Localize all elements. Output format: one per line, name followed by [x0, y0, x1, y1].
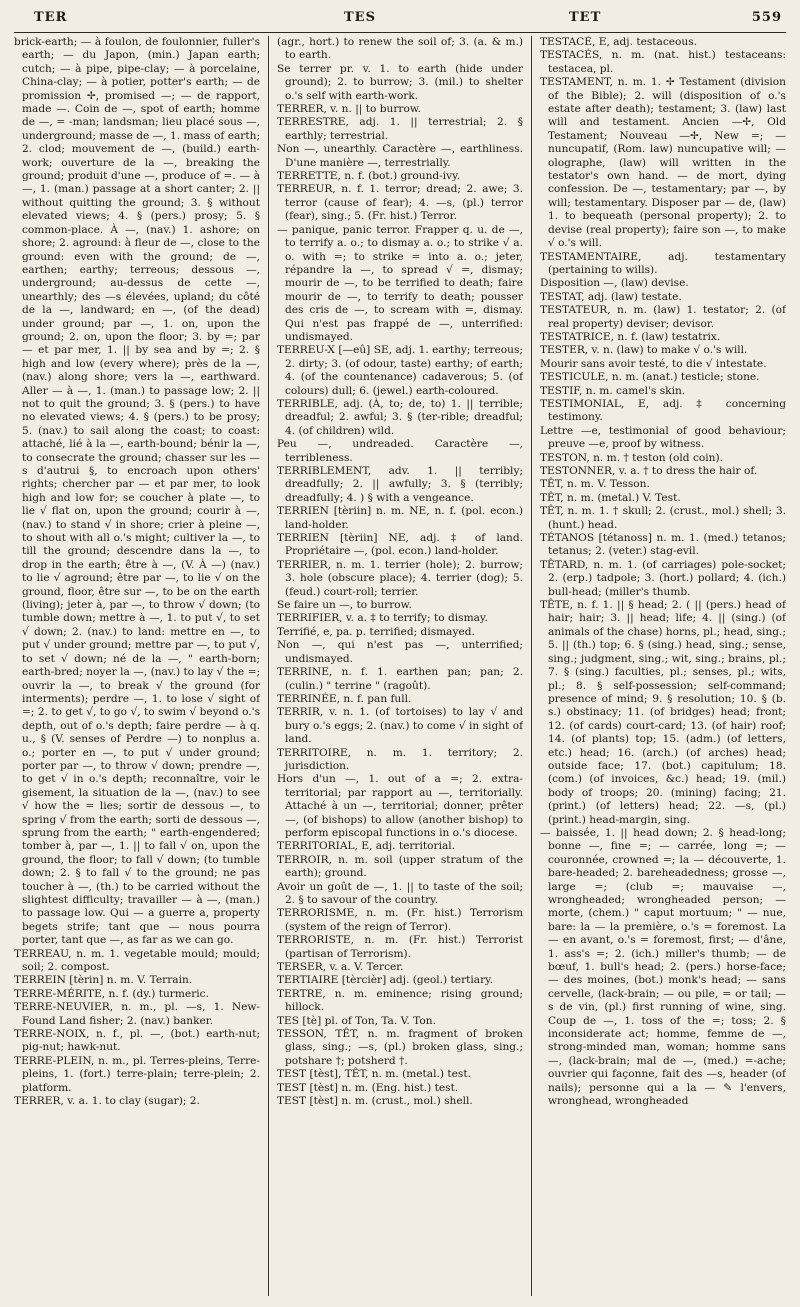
dictionary-entry: Peu —, undreaded. Caractère —, terribleness. [276, 438, 523, 464]
dictionary-entry: TERRE-NOIX, n. f., pl. —, (bot.) earth-nut; pig-nut; hawk-nut. [14, 1028, 261, 1054]
column-1 [14, 36, 260, 1296]
dictionary-entry: TERRIBLEMENT, adv. 1. || terribly; dreadfully; 2. || awfully; 3. § (terribly; dreadfully; 4. ) § with a vengeance. [276, 465, 523, 504]
dictionary-entry: TERRETTE, n. f. (bot.) ground-ivy. [276, 170, 461, 183]
dictionary-entry: TESTAMENTAIRE, adj. testamentary (pertaining to wills). [539, 250, 786, 276]
dictionary-entry: TERRIBLE, adj. (À, to; de, to) 1. || terrible; dreadful; 2. awful; 3. § (ter-rible; dreadful; 4. (of children) wild. [276, 397, 523, 437]
dictionary-entry: TERRIER, n. m. 1. terrier (hole); 2. burrow; 3. hole (obscure place); 4. terrier (dog); 5. (feud.) court-roll; terrier. [276, 558, 523, 598]
dictionary-entry: TESTICULE, n. m. (anat.) testicle; stone. [539, 371, 760, 384]
dictionary-entry: TERRIEN [tèriin] NE, adj. ‡ of land. Propriétaire —, (pol. econ.) land-holder. [276, 532, 523, 558]
dictionary-entry: TESTATRICE, n. f. (law) testatrix. [539, 330, 721, 343]
dictionary-entry: TESTACÉS, n. m. (nat. hist.) testaceans: testacea, pl. [539, 49, 786, 75]
dictionary-entry: TERRIR, v. n. 1. (of tortoises) to lay √ and bury o.'s eggs; 2. (nav.) to come √ in sight of land. [276, 706, 523, 746]
column-divider [531, 36, 532, 1296]
dictionary-entry: TESTAMENT, n. m. 1. ✢ Testament (division of the Bible); 2. will (disposition of o.'s estate after death); testament; 3. (law) last will and testament. Ancien —✢, Old Testament; Nouveau —✢, New =; — nuncupatif, (Rom. law) nuncupative will; — olographe, (law) will written in the testator's own hand. — de mort, dying confession. De —, testamentary; par —, by will; testamentary. Disposer par — de, (law) 1. to bequeath (personal property); 2. to devise (real property); faire son —, to make √ o.'s will. [539, 76, 786, 250]
dictionary-entry: TESTAT, adj. (law) testate. [539, 290, 682, 303]
dictionary-entry: TERSER, v. a. V. Tercer. [276, 961, 404, 974]
dictionary-entry: Lettre —e, testimonial of good behaviour; preuve —e, proof by witness. [539, 424, 786, 451]
dictionary-entry: TERTRE, n. m. eminence; rising ground; hillock. [276, 987, 523, 1014]
dictionary-entry: Terrifié, e, pa. p. terrified; dismayed. [276, 625, 475, 638]
dictionary-entry: TEST [tèst], TÊT, n. m. (metal.) test. [276, 1068, 471, 1081]
dictionary-columns [14, 36, 786, 1296]
column-3 [540, 36, 786, 1296]
header-left-word: TER [34, 10, 68, 25]
dictionary-entry: TERREUR, n. f. 1. terror; dread; 2. awe; 3. terror (cause of fear); 4. —s, (pl.) terror (fear), sing.; 5. (Fr. hist.) Terror. [276, 183, 523, 223]
dictionary-entry: (agr., hort.) to renew the soil of; 3. (a. & m.) to earth. [276, 36, 523, 62]
dictionary-entry: Disposition —, (law) devise. [539, 277, 689, 290]
dictionary-entry: TERRER, v. a. 1. to clay (sugar); 2. [14, 1095, 200, 1108]
dictionary-entry: TESTON, n. m. † teston (old coin). [539, 451, 723, 464]
dictionary-entry: — panique, panic terror. Frapper q. u. de —, to terrify a. o.; to dismay a. o.; to strike √ a. o. with =; to strike = into a. o.; jeter, répandre la —, to spread √ =, dismay; mourir de —, to be terrified to death; faire mourir de —, to terrify to death; pousser des cris de —, to scream with =, dismay. Qui n'est pas frappé de —, unterrified: undismayed. [276, 223, 523, 343]
dictionary-entry: TERTIAIRE [tèrcièr] adj. (geol.) tertiary. [276, 974, 494, 987]
dictionary-entry: TÊT, n. m. V. Tesson. [539, 478, 650, 491]
dictionary-entry: TERRER, v. n. || to burrow. [276, 103, 421, 116]
dictionary-entry: TERRIFIER, v. a. ‡ to terrify; to dismay. [276, 612, 488, 625]
dictionary-entry: TERRE-NEUVIER, n. m., pl. —s, 1. New-Found Land fisher; 2. (nav.) banker. [14, 1001, 261, 1027]
dictionary-entry: TÊT, n. m. 1. † skull; 2. (crust., mol.) shell; 3. (hunt.) head. [539, 505, 786, 531]
dictionary-entry: TERRORISTE, n. m. (Fr. hist.) Terrorist (partisan of Terrorism). [276, 934, 523, 960]
dictionary-entry: TESTACÉ, E, adj. testaceous. [539, 36, 698, 48]
dictionary-entry: TERREIN [tèrin] n. m. V. Terrain. [14, 974, 193, 987]
running-header [14, 6, 786, 33]
header-right-word: TET [569, 10, 602, 25]
dictionary-entry: TERRORISME, n. m. (Fr. hist.) Terrorism (system of the reign of Terror). [276, 907, 523, 933]
dictionary-entry: TESTIF, n. m. camel's skin. [539, 384, 686, 397]
dictionary-entry: TERRITOIRE, n. m. 1. territory; 2. jurisdiction. [276, 746, 523, 772]
dictionary-entry: TESTER, v. n. (law) to make √ o.'s will. [539, 344, 748, 357]
dictionary-entry: TESTONNER, v. a. † to dress the hair of. [539, 465, 758, 477]
dictionary-entry: TERROIR, n. m. soil (upper stratum of the earth); ground. [276, 853, 523, 880]
dictionary-entry: TÊTE, n. f. 1. || § head; 2. ( || (pers.) head of hair; hair; 3. || head; life; 4. || (sing.) (of animals of the chase) horns, pl.; head, sing.; 5. || (th.) top; 6. § (sing.) head, sing.; sense, sing.; judgment, sing.; wit, sing.; brains, pl.; 7. § (sing.) faculties, pl.; senses, pl.; wits, pl.; 8. § self-possession; self-command; presence of mind; 9. § resolution; 10. § (b. s.) obstinacy; 11. (of bridges) head; front; 12. (of cards) court-card; 13. (of hair) roof; 14. (of plants) top; 15. (adm.) (of letters, etc.) head; 16. (arch.) (of arches) head; outside face; 17. (bot.) capitulum; 18. (com.) (of invoices, &c.) head; 19. (mil.) body of troops; 20. (mining) facing; 21. (print.) (of letters) head; 22. —s, (pl.) (print.) head-margin, sing. [539, 599, 786, 826]
page-number: 559 [751, 10, 782, 25]
dictionary-entry: Non —, unearthly. Caractère —, earthliness. D'une manière —, terrestrially. [276, 143, 523, 169]
dictionary-entry: Se faire un —, to burrow. [276, 599, 412, 612]
dictionary-entry: TERRITORIAL, E, adj. territorial. [276, 840, 456, 853]
dictionary-entry: — baissée, 1. || head down; 2. § head-long; bonne —, fine =; — carrée, long =; — couronnée, crowned =; la — découverte, 1. bare-headed; 2. bareheadedness; grosse —, large =; (club =; mauvaise —, wrongheaded; wrongheaded person; — morte, (chem.) " caput mortuum; " — nue, bare: la — la première, o.'s = foremost. La — en avant, o.'s = foremost, first; — d'âne, 1. ass's =; 2. (ich.) miller's thumb; — de bœuf, 1. bull's head; 2. (pers.) horse-face; — des moines, (bot.) monk's head; — sans cervelle, (lack-brain; — ou pile, = or tail; —s de vin, (pl.) first running of wine, sing. Coup de —, 1. toss of the =; toss; 2. § inconsiderate act; homme, femme de —, strong-minded man, woman; homme sans —, (lack-brain; mal de —, (med.) =-ache; ouvrier qui façonne, fait des —s, header (of nails); personne qui a la — ✎ l'envers, wronghead, wrongheaded [539, 826, 786, 1108]
dictionary-entry: TES [tè] pl. of Ton, Ta. V. Ton. [276, 1014, 436, 1027]
dictionary-entry: TERRINÉE, n. f. pan full. [276, 692, 412, 705]
dictionary-entry: TEST [tèst] n. m. (Eng. hist.) test. [276, 1081, 459, 1094]
dictionary-entry: Mourir sans avoir testé, to die √ intestate. [539, 357, 767, 370]
dictionary-entry: TERRE-PLEIN, n. m., pl. Terres-pleins, Terre-pleins, 1. (fort.) terre-plain; terre-plein; 2. platform. [14, 1054, 261, 1094]
dictionary-entry: TESTATEUR, n. m. (law) 1. testator; 2. (of real property) deviser; devisor. [539, 304, 786, 330]
dictionary-entry: TESSON, TÊT, n. m. fragment of broken glass, sing.; —s, (pl.) broken glass, sing.; potshare †; potsherd †. [276, 1028, 523, 1067]
column-divider [268, 36, 269, 1296]
dictionary-entry: TÊTARD, n. m. 1. (of carriages) pole-socket; 2. (erp.) tadpole; 3. (hort.) pollard; 4. (ich.) bull-head; (miller's thumb. [539, 558, 786, 598]
dictionary-entry: TERREU-X [—eû] SE, adj. 1. earthy; terreous; 2. dirty; 3. (of odour, taste) earthy; of earth; 4. (of the countenance) cadaverous; 5. (of colours) dull; 6. (jewel.) earth-coloured. [276, 344, 523, 397]
dictionary-entry: TERRINE, n. f. 1. earthen pan; pan; 2. (culin.) " terrine " (ragoût). [276, 666, 523, 692]
header-middle-word: TES [344, 10, 376, 25]
dictionary-entry: Hors d'un —, 1. out of a =; 2. extra-territorial; par rapport au —, territorially. Attaché à un —, territorial; donner, prêter —, (of bishops) to allow (another bishop) to perform episcopal functions in o.'s diocese. [276, 773, 523, 839]
dictionary-entry: TEST [tèst] n. m. (crust., mol.) shell. [276, 1095, 473, 1108]
dictionary-entry: TERRE-MÉRITE, n. f. (dy.) turmeric. [14, 987, 209, 1000]
dictionary-entry: TESTIMONIAL, E, adj. ‡ concerning testimony. [539, 397, 786, 424]
dictionary-entry: Se terrer pr. v. 1. to earth (hide under ground); 2. to burrow; 3. (mil.) to shelter o.'s self with earth-work. [276, 62, 523, 102]
column-2 [277, 36, 523, 1296]
dictionary-entry: Non —, qui n'est pas —, unterrified; undismayed. [276, 639, 523, 665]
dictionary-entry: TÊT, n. m. (metal.) V. Test. [539, 491, 681, 504]
dictionary-page [14, 6, 786, 1298]
dictionary-entry: brick-earth; — à foulon, de foulonnier, fuller's earth; — du Japon, (min.) Japan earth; cutch; — à pipe, pipe-clay; — à porcelaine, China-clay; — à potier, potter's earth; — de promission ✢, promised —; — de rapport, made —. Coin de —, spot of earth; homme de —, = -man; landsman; lieu placé sous —, underground; masse de —, 1. mass of earth; 2. clod; mouvement de —, (build.) earth-work; ouverture de la —, breaking the ground; produit d'une —, produce of =. — à —, 1. (man.) passage at a short canter; 2. || without quitting the ground; 3. § without elevated views; 4. § (pers.) prosy; 5. § common-place. À —, (nav.) 1. ashore; on shore; 2. aground: à fleur de —, close to the ground: even with the ground; de —, earthen; earthy; terreous; dessous —, underground; au-dessus de cette —, unearthly; des —s élevées, upland; du côté de la —, landward; en —, (of the dead) under ground; par —, 1. on, upon the ground; 2. on, upon the floor; 3. by =; par — et par mer, 1. || by sea and by =; 2. § high and low (every where); près de la —, (nav.) along shore; vers la —, earthward. Aller — à —, 1. (man.) to passage low; 2. || not to quit the ground; 3. § (pers.) to have no elevated views; 4. § (pers.) to be prosy; 5. (nav.) to sail along the coast; to coast: attaché, lié à la —, earth-bound; bénir la —, to consecrate the ground; chasser sur les —s d'autrui §, to encroach upon others' rights; chercher par — et par mer, to look high and low for; se coucher à plate —, to lie √ flat on, upon the ground; courir à —, (nav.) to stand √ in shore; crier à pleine —, to shout with all o.'s might; cultiver la —, to till the ground; descendre dans la —, to drop in the earth; être à —, (V. À —) (nav.) to lie √ aground; être par —, to lie √ on the ground, floor, être sur —, to be on the earth (living); jeter à, par —, to throw √ down; (to tumble down; mettre à —, 1. to put √, to set √ down; 2. (nav.) to land: mettre en —, to put √ under ground; mettre par —, to put √, to set √ down; né de la —, " earth-born; earth-bred; noyer la —, (nav.) to lay √ the =; ouvrir la —, to break √ the ground (for interments); perdre —, 1. to lose √ sight of =; 2. to get √, to go √, to swim √ beyond o.'s depth, out of o.'s depth; faire perdre — à q. u., § (V. senses of Perdre —) to nonplus a. o.; porter en —, to put √ under ground; porter par —, to throw √ down; prendre —, to get √ in o.'s depth; reconnaître, voir le gisement, la situation de la —, (nav.) to see √ how the = lies; sortir de dessous —, to spring √ from the earth; sorti de dessous —, sprung from the earth; " earth-engendered; tomber à, par —, 1. || to fall √ on, upon the ground, the floor; to fall √ down; (to tumble down; 2. § to fall √ to the ground; ne pas toucher à —, (th.) to be carried without the slightest difficulty; travailler — à —, (man.) to passage low. Qui — a guerre a, property begets strife; tant que — nous pourra porter, tant que —, as far as we can go. [14, 36, 261, 947]
dictionary-entry: TERRIEN [tèriin] n. m. NE, n. f. (pol. econ.) land-holder. [276, 505, 523, 531]
dictionary-entry: TERREAU, n. m. 1. vegetable mould; mould; soil; 2. compost. [14, 947, 261, 974]
dictionary-entry: TERRESTRE, adj. 1. || terrestrial; 2. § earthly; terrestrial. [276, 116, 523, 142]
dictionary-entry: TÉTANOS [tétanoss] n. m. 1. (med.) tetanos; tetanus; 2. (veter.) stag-evil. [539, 532, 786, 558]
dictionary-entry: Avoir un goût de —, 1. || to taste of the soil; 2. § to savour of the country. [276, 880, 523, 906]
